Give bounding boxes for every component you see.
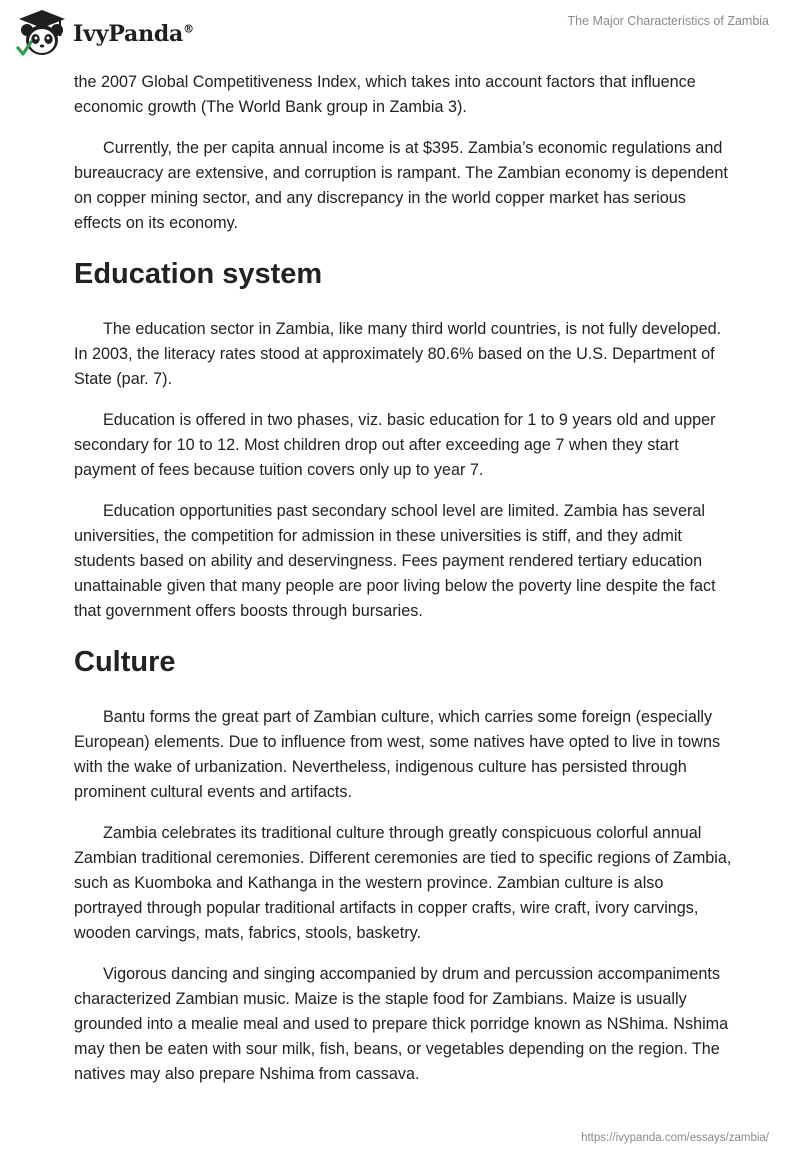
ivypanda-logo[interactable] (15, 8, 194, 58)
paragraph: Education opportunities past secondary school level are limited. Zambia has several universities, the competition for admission in these universities is stiff, and they admit students based on ability and deservingness. Fees payment rendered tertiary education unattainable given that many people are poor living below the poverty line despite the fact that government offers boosts through bursaries. (74, 502, 716, 620)
paragraph: Bantu forms the great part of Zambian culture, which carries some foreign (especially European) elements. Due to influence from west, some natives have opted to live in towns with the wake of urbanization. Nevertheless, indigenous culture has persisted through prominent cultural events and artifacts. (74, 708, 721, 801)
paragraph: Education is offered in two phases, viz. basic education for 1 to 9 years old and upper secondary for 10 to 12. Most children drop out after exceeding age 7 when they start payment of fees because tuition covers only up to year 7. (74, 411, 716, 479)
paragraph: Vigorous dancing and singing accompanied by drum and percussion accompaniments characterized Zambian music. Maize is the staple food for Zambians. Maize is usually grounded into a mealie meal and used to prepare thick porridge known as NShima. Nshima may then be eaten with sour milk, fish, beans, or vegetables depending on the region. The natives may also prepare Nshima from cassava. (74, 965, 729, 1083)
paragraph: Zambia celebrates its traditional culture through greatly conspicuous colorful annual Zambian traditional ceremonies. Different ceremonies are tied to specific regions of Zambia, such as Kuomboka and Kathanga in the western province. Zambian culture is also portrayed through popular traditional artifacts in copper crafts, wire craft, ivory carvings, wooden carvings, mats, fabrics, stools, basketry. (74, 824, 732, 942)
paragraph: Currently, the per capita annual income is at $395. Zambia’s economic regulations and bureaucracy are extensive, and corruption is rampant. The Zambian economy is dependent on copper mining sector, and any discrepancy in the world copper market has serious effects on its economy. (74, 139, 728, 232)
source-url[interactable]: https://ivypanda.com/essays/zambia/ (581, 1132, 769, 1144)
section-heading-education: Education system (74, 258, 323, 290)
section-heading-culture: Culture (74, 646, 176, 678)
paragraph: the 2007 Global Competitiveness Index, which takes into account factors that influence economic growth (The World Bank group in Zambia 3). (74, 73, 696, 116)
page-header (0, 0, 800, 66)
paragraph: The education sector in Zambia, like many third world countries, is not fully developed. In 2003, the literacy rates stood at approximately 80.6% based on the U.S. Department of State (par. 7). (74, 320, 722, 388)
logo-wordmark: IvyPanda® (73, 21, 194, 47)
document-title: The Major Characteristics of Zambia (567, 14, 769, 28)
panda-graduate-icon (15, 8, 69, 58)
essay-content (74, 70, 734, 1103)
